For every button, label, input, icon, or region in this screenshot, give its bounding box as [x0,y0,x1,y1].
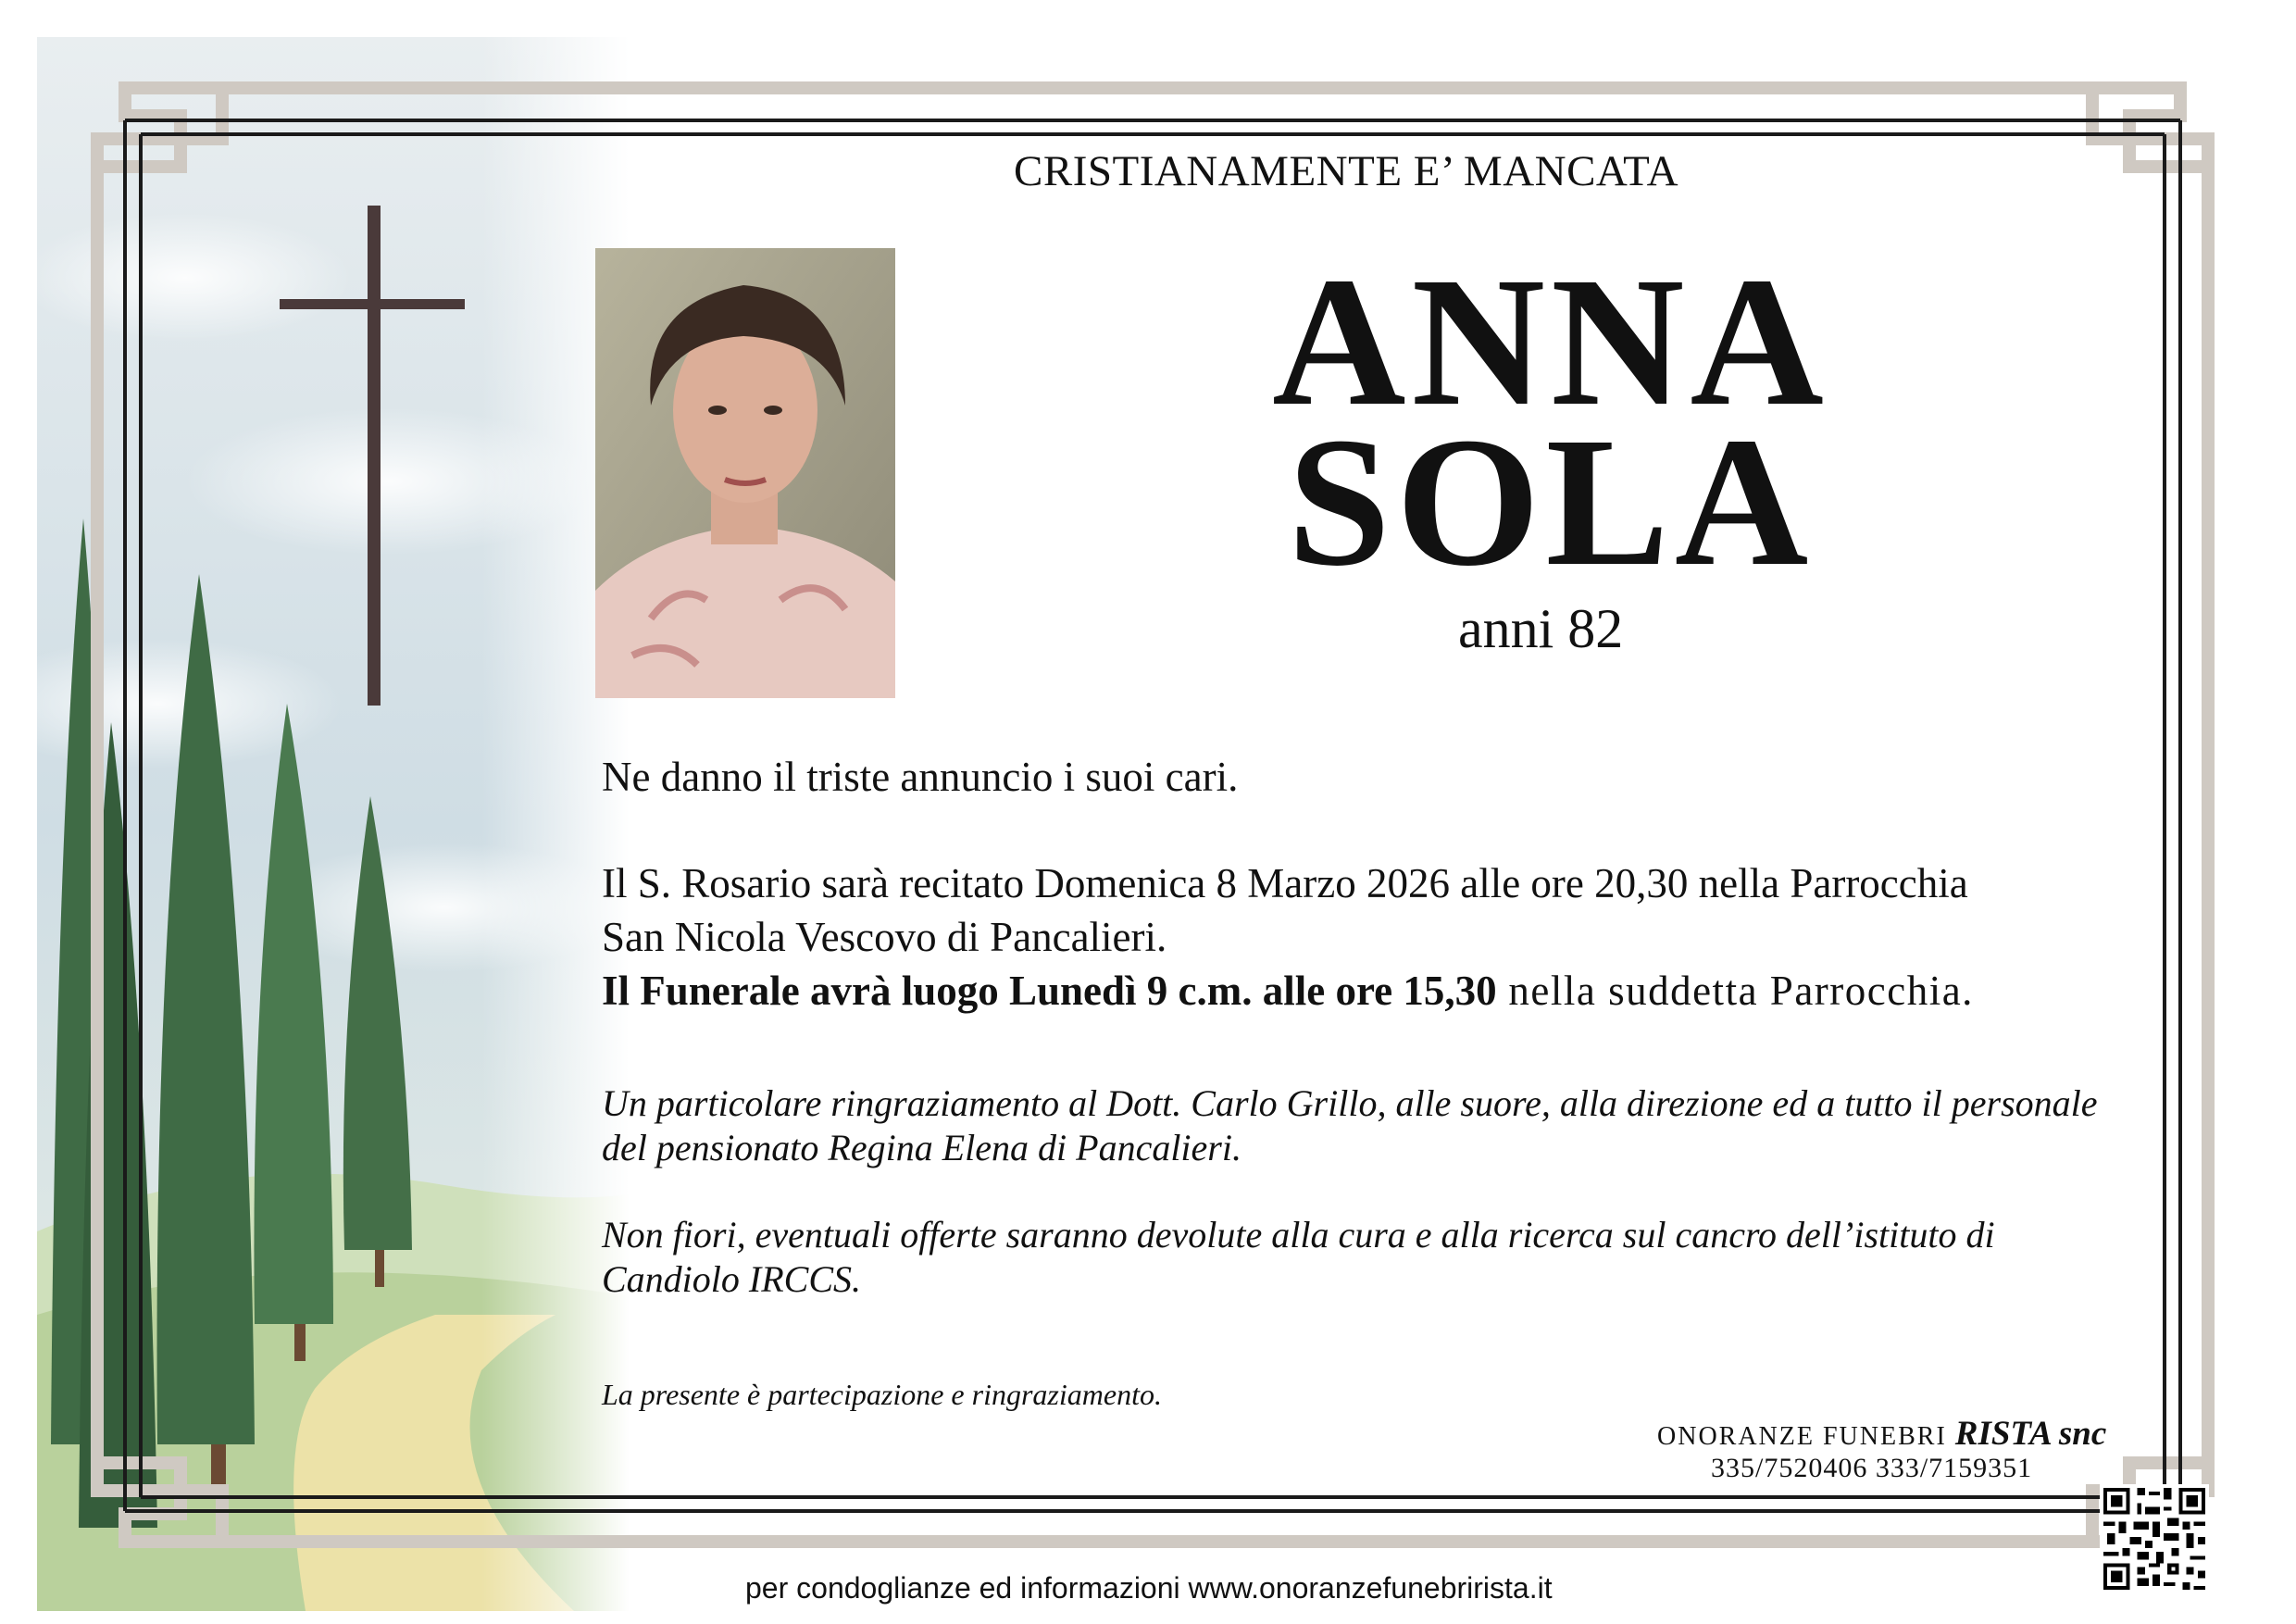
donation-line-1: Non fiori, eventuali offerte saranno devolute alla cura e alla ricerca sul cancro dell’istituto di [602,1214,1995,1255]
announcement: Ne danno il triste annuncio i suoi cari. [602,754,1239,800]
notice-heading: CRISTIANAMENTE E’ MANCATA [1014,147,1679,195]
thanks-line-2: del pensionato Regina Elena di Pancalieri. [602,1127,1242,1168]
age: anni 82 [1458,598,1624,659]
closing-note: La presente è partecipazione e ringraziamento. [602,1378,1162,1411]
first-name: ANNA [1272,240,1829,444]
funeral-home-prefix: ONORANZE FUNEBRI [1657,1422,1955,1451]
ceremony-details [602,856,1974,1018]
thanks-line-1: Un particolare ringraziamento al Dott. Carlo Grillo, alle suore, alla direzione ed a tutto il personale [602,1082,2098,1124]
thanks-paragraph [602,1081,2098,1170]
donation-line-2: Candiolo IRCCS. [602,1258,862,1300]
portrait-photo [595,248,895,698]
funeral-place: nella suddetta Parrocchia. [1496,968,1974,1014]
qr-code-icon[interactable] [2100,1484,2209,1593]
last-name: SOLA [1287,400,1815,605]
funeral-home-phones: 335/7520406 333/7159351 [1711,1453,2033,1483]
rosary-line-2: San Nicola Vescovo di Pancalieri. [602,914,1167,960]
footer-contact: per condoglianze ed informazioni www.onoranzefunebrirista.it [745,1571,1553,1605]
funeral-time-bold: Il Funerale avrà luogo Lunedì 9 c.m. alle ore 15,30 [602,968,1497,1014]
funeral-line [602,964,1974,1018]
funeral-home-brand: RISTA snc [1954,1415,2107,1453]
donation-paragraph [602,1213,1995,1302]
funeral-home-name [1657,1414,2106,1454]
rosary-line-1: Il S. Rosario sarà recitato Domenica 8 Marzo 2026 alle ore 20,30 nella Parrocchia [602,860,1968,906]
